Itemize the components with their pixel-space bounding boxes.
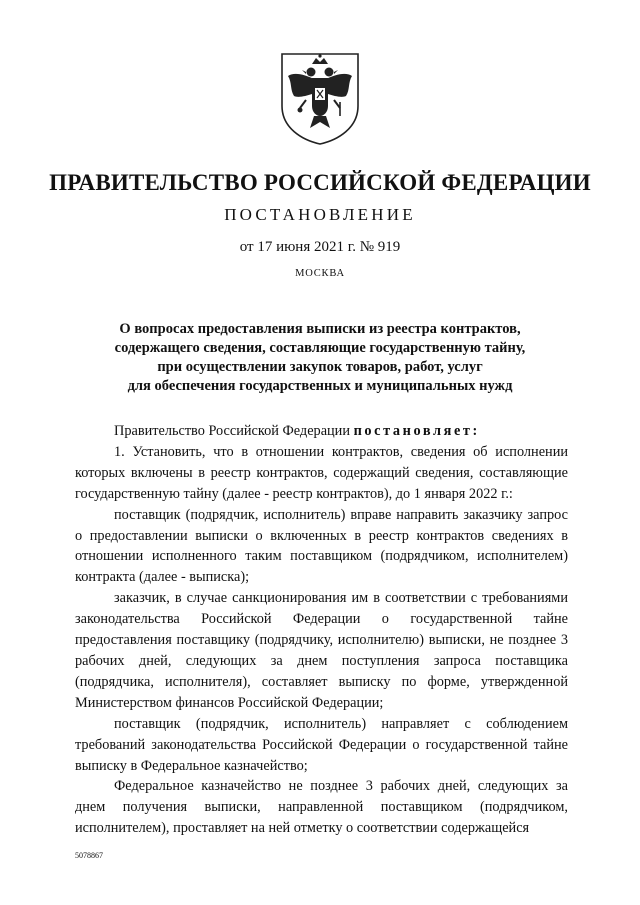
intro-paragraph bbox=[75, 421, 568, 442]
document-date-number: от 17 июня 2021 г. № 919 bbox=[239, 239, 401, 255]
body-paragraph: 1. Установить, что в отношении контрактов, сведения об исполнении которых включены в реестр контрактов, содержащий сведения, составляющие государственную тайну (далее - реестр контрактов), до 1 января 2022 г.: bbox=[75, 443, 568, 502]
subject-line: для обеспечения государственных и муниципальных нужд bbox=[127, 378, 513, 394]
document-code: 5078867 bbox=[75, 851, 103, 860]
body-paragraph: Федеральное казначейство не позднее 3 рабочих дней, следующих за днем получения выписки, направленной поставщиком (подрядчиком, исполнителем), проставляет на ней отметку о соответствии содержащейся bbox=[75, 778, 568, 837]
subject-line: О вопросах предоставления выписки из реестра контрактов, bbox=[119, 321, 521, 337]
document-type: ПОСТАНОВЛЕНИЕ bbox=[224, 205, 416, 224]
body-paragraph: поставщик (подрядчик, исполнитель) вправе направить заказчику запрос о предоставлении выписки о включенных в реестр контрактов сведениях в отношении исполненного таким поставщиком (подрядчиком, исполнителем) контракта (далее - выписка); bbox=[75, 506, 568, 586]
government-title: ПРАВИТЕЛЬСТВО РОССИЙСКОЙ ФЕДЕРАЦИИ bbox=[49, 170, 591, 195]
body-paragraph: поставщик (подрядчик, исполнитель) направляет с соблюдением требований законодательства Российской Федерации о государственной тайне выписку в Федеральное казначейство; bbox=[75, 715, 568, 774]
document-body bbox=[75, 421, 568, 839]
intro-keyword: постановляет: bbox=[353, 423, 480, 439]
subject-line: содержащего сведения, составляющие государственную тайну, bbox=[114, 340, 526, 356]
coat-of-arms-icon bbox=[276, 50, 364, 146]
subject-line: при осуществлении закупок товаров, работ, услуг bbox=[157, 359, 483, 375]
body-paragraph: заказчик, в случае санкционирования им в соответствии с требованиями законодательства Российской Федерации о государственной тайне предоставления поставщику (подрядчику, исполнителю) выписки, не позднее 3 рабочих дней, следующих за днем поступления запроса поставщика (подрядчика, исполнителя), составляет выписку по форме, утвержденной Министерством финансов Российской Федерации; bbox=[75, 590, 568, 711]
intro-lead: Правительство Российской Федерации bbox=[114, 423, 354, 439]
document-place: МОСКВА bbox=[295, 268, 345, 279]
document-subject bbox=[90, 320, 550, 396]
